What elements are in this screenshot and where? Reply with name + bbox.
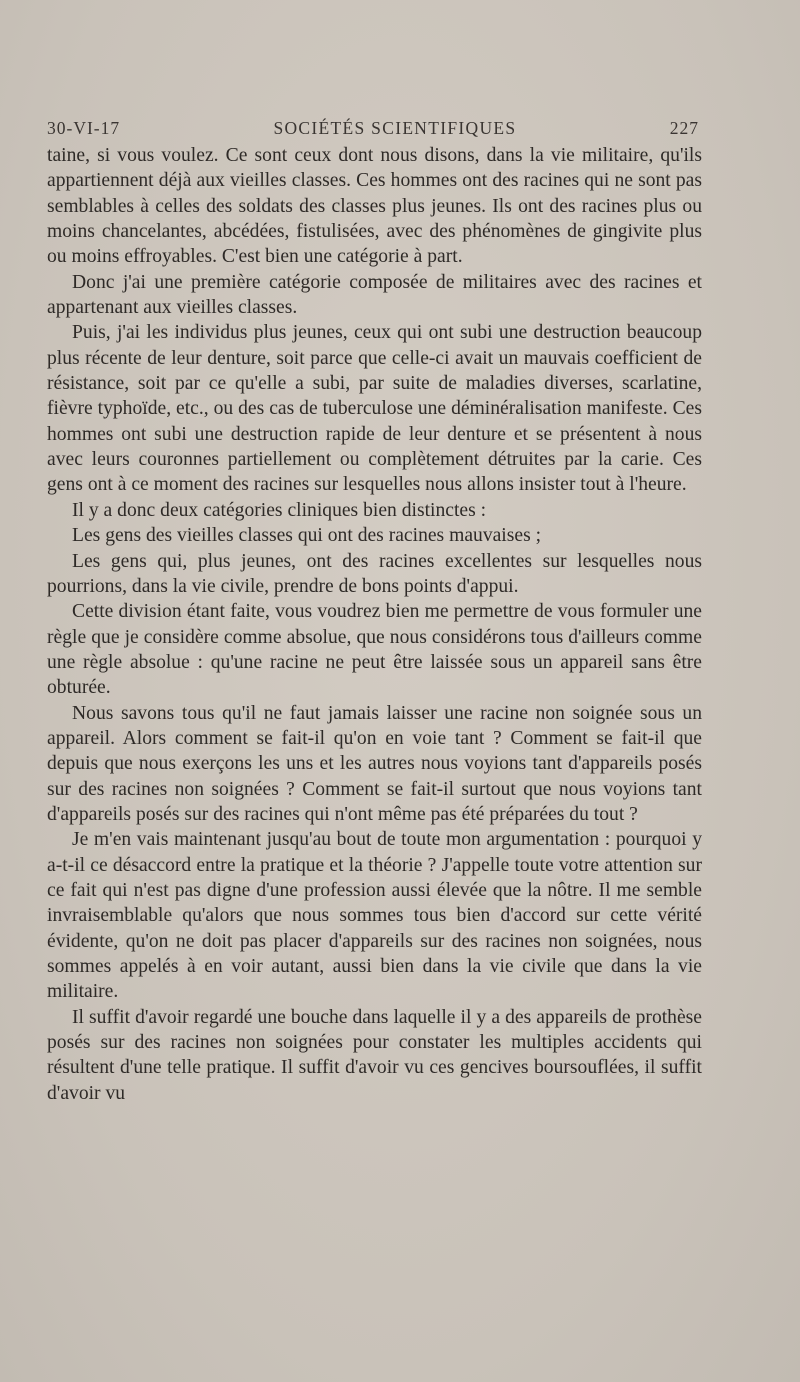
paragraph: Les gens qui, plus jeunes, ont des racines excellentes sur lesquelles nous pourrions, dans la vie civile, prendre de bons points d'appui.: [47, 550, 702, 597]
paragraph: Puis, j'ai les individus plus jeunes, ceux qui ont subi une destruction beaucoup plus récente de leur denture, soit parce que celle-ci avait un mauvais coefficient de résistance, soit par ce qu'elle a subi, par suite de maladies diverses, scarlatine, fièvre typhoïde, etc., ou des cas de tuberculose une déminéralisation manifeste. Ces hommes ont subi une destruction rapide de leur denture et se présentent à nous avec leurs couronnes partiellement ou complètement détruites par la carie. Ces gens ont à ce moment des racines sur lesquelles nous allons insister tout à l'heure.: [47, 322, 702, 496]
paragraph: Les gens des vieilles classes qui ont des racines mauvaises ;: [72, 525, 542, 547]
header-title: SOCIÉTÉS SCIENTIFIQUES: [273, 118, 517, 138]
paragraph: Donc j'ai une première catégorie composée de militaires avec des racines et appartenant aux vieilles classes.: [47, 271, 702, 319]
paragraph: Nous savons tous qu'il ne faut jamais laisser une racine non soignée sous un appareil. Alors comment se fait-il qu'on en voie tant ? Comment se fait-il que depuis que nous exerçons les uns et les autres nous voyions tant d'appareils posés sur des racines non soignées ? Comment se fait-il surtout que nous voyions tant d'appareils posés sur des racines qui n'ont même pas été préparées du tout ?: [47, 702, 702, 825]
book-page: [47, 118, 702, 1106]
paragraph: taine, si vous voulez. Ce sont ceux dont nous disons, dans la vie militaire, qu'ils appartiennent déjà aux vieilles classes. Ces hommes ont des racines qui ne sont pas semblables à celles des soldats des classes plus jeunes. Ils ont des racines plus ou moins chancelantes, abcédées, fistulisées, avec des phénomènes de gingivite plus ou moins effroyables. C'est bien une catégorie à part.: [47, 145, 702, 268]
running-head: [47, 118, 699, 139]
body-text: [47, 143, 702, 1106]
paragraph: Il suffit d'avoir regardé une bouche dans laquelle il y a des appareils de prothèse posés sur des racines non soignées pour constater les multiples accidents qui résultent d'une telle pratique. Il suffit d'avoir vu ces gencives boursouflées, il suffit d'avoir vu: [47, 1006, 702, 1104]
page-number: 227: [669, 118, 699, 138]
paragraph: Il y a donc deux catégories cliniques bien distinctes :: [72, 499, 487, 521]
paragraph: Je m'en vais maintenant jusqu'au bout de toute mon argumentation : pourquoi y a-t-il ce désaccord entre la pratique et la théorie ? J'appelle toute votre attention sur ce fait qui n'est pas digne d'une profession aussi élevée que la nôtre. Il me semble invraisemblable qu'alors que nous sommes tous bien d'accord sur cette vérité évidente, qu'on ne doit pas placer d'appareils sur des racines non soignées, nous sommes appelés à en voir autant, aussi bien dans la vie civile que dans la vie militaire.: [47, 829, 702, 1003]
paragraph: Cette division étant faite, vous voudrez bien me permettre de vous formuler une règle que je considère comme absolue, que nous considérons tous d'ailleurs comme une règle absolue : qu'une racine ne peut être laissée sous un appareil sans être obturée.: [47, 601, 702, 699]
header-date: 30-VI-17: [47, 118, 121, 138]
